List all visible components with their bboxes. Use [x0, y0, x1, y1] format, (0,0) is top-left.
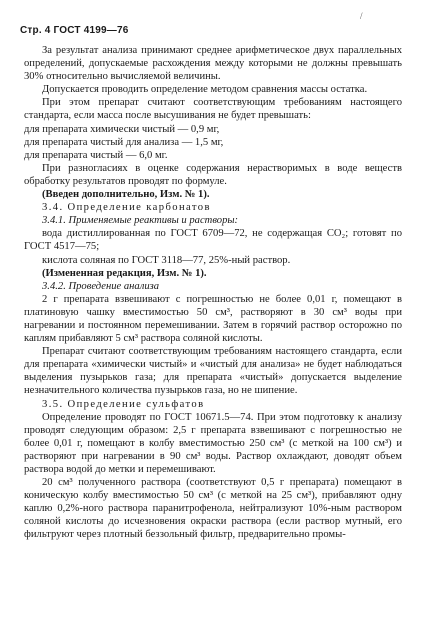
subsection-analysis: 3.4.2. Проведение анализа	[42, 280, 160, 292]
paragraph-sulfate-procedure: 20 см³ полученного раствора (соответствуют 0,5 г препарата) помещают в коническую колбу вместимостью 50 см³ (с меткой на 25 см³), прибавляют одну каплю 0,2%-ного раствора паранитрофенола, нейтрализуют 10%-ным раствором соляной кислоты до исчезновения окраски раствора (если раствор мутный, его фильтруют через плотный беззольный фильтр, предварительно промы-	[24, 477, 402, 541]
section-heading-carbonates: 3.4. Определение карбонатов	[42, 202, 211, 214]
paragraph-requirements: При этом препарат считают соответствующим требованиям настоящего стандарта, если масса после высушивания не будет превышать:	[24, 97, 402, 122]
list-item-pure: для препарата чистый — 6,0 мг.	[24, 149, 168, 161]
list-item-analysis-pure: для препарата чистый для анализа — 1,5 мг,	[24, 136, 224, 148]
corner-mark: /	[360, 11, 363, 21]
page-header: Стр. 4 ГОСТ 4199—76	[20, 25, 129, 36]
section-heading-sulfates: 3.5. Определение сульфатов	[42, 398, 205, 410]
paragraph-result: За результат анализа принимают среднее арифметическое двух параллельных определений, допускаемые расхождения между которыми не должны превышать 30% относительно вычисляемой величины.	[24, 45, 402, 83]
reagent-water: вода дистиллированная по ГОСТ 6709—72, не содержащая CO₂; готовят по ГОСТ 4517—75;	[24, 228, 402, 253]
paragraph-sulfate-prep: Определение проводят по ГОСТ 10671.5—74. При этом подготовку к анализу проводят следующим образом: 2,5 г препарата взвешивают с погрешностью не более 0,01 г, помещают в колбу вместимостью 250 см³ (с меткой на 100 см³) и растворяют при нагревании в 90 см³ воды. Раствор охлаждают, доводят объем раствора водой до метки и перемешивают.	[24, 411, 402, 475]
subsection-reagents: 3.4.1. Применяемые реактивы и растворы:	[42, 215, 239, 227]
reagent-hydrochloric-acid: кислота соляная по ГОСТ 3118—77, 25%-ный раствор.	[42, 254, 291, 266]
amendment-note-introduced: (Введен дополнительно, Изм. № 1).	[42, 189, 210, 201]
paragraph-procedure: 2 г препарата взвешивают с погрешностью не более 0,01 г, помещают в платиновую чашку вместимостью 50 см³, растворяют в 30 см³ воды при нагревании и постоянном перемешивании. Затем в горячий раствор осторожно по каплям прибавляют 5 см³ раствора соляной кислоты.	[24, 293, 402, 345]
list-item-chemically-pure: для препарата химически чистый — 0,9 мг,	[24, 123, 220, 135]
amendment-note-revised: (Измененная редакция, Изм. № 1).	[42, 267, 207, 279]
paragraph-disagreement: При разногласиях в оценке содержания нерастворимых в воде веществ обработку результатов проводят по формуле.	[24, 162, 402, 187]
document-body	[24, 44, 402, 542]
paragraph-acceptance: Препарат считают соответствующим требованиям настоящего стандарта, если для препарата «химически чистый» и «чистый для анализа» не будет наблюдаться выделения пузырьков газа; для препарата «чистый» допускается выделение незначительного количества пузырьков газа, но не шипение.	[24, 346, 402, 397]
paragraph-allowed-method: Допускается проводить определение методом сравнения массы остатка.	[42, 84, 368, 96]
